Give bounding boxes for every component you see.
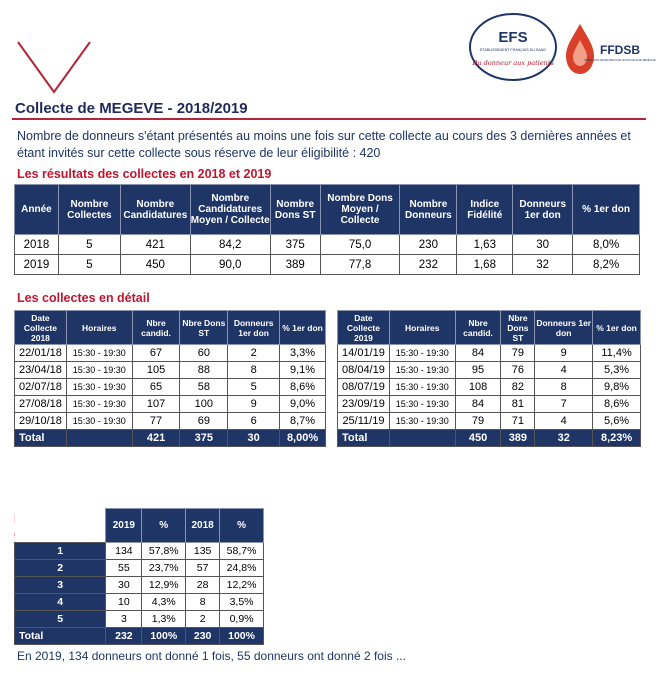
- table-cell: 2: [228, 345, 280, 362]
- table-cell: 95: [455, 362, 501, 379]
- table-row: [15, 362, 326, 379]
- table-cell: 84: [455, 396, 501, 413]
- results-header-cell: % 1er don: [573, 185, 640, 235]
- table-cell: 77: [132, 413, 180, 430]
- table-cell: 15:30 - 19:30: [66, 396, 132, 413]
- table-cell: 84: [455, 345, 501, 362]
- table-cell: 12,9%: [142, 577, 186, 594]
- table-row: [338, 396, 641, 413]
- table-cell: 2: [186, 611, 220, 628]
- table-cell: 5,6%: [593, 413, 641, 430]
- page-title: Collecte de MEGEVE - 2018/2019: [15, 100, 248, 117]
- table-cell: 11,4%: [593, 345, 641, 362]
- table-cell: 1,68: [457, 255, 513, 275]
- table-cell: 450: [120, 255, 190, 275]
- table-row: [15, 379, 326, 396]
- table-cell: 15:30 - 19:30: [66, 413, 132, 430]
- table-cell: 8,6%: [593, 396, 641, 413]
- table-cell: 15:30 - 19:30: [66, 362, 132, 379]
- table-cell: 90,0: [190, 255, 270, 275]
- total-label: Total: [338, 430, 390, 447]
- detail-header-cell: Nbre Dons ST: [501, 311, 535, 345]
- detail-header-cell: % 1er don: [593, 311, 641, 345]
- detail-header-cell: % 1er don: [280, 311, 326, 345]
- detail-table-2018: [14, 310, 326, 447]
- table-cell: 2019: [15, 255, 59, 275]
- total-cell: [389, 430, 455, 447]
- total-cell: 100%: [142, 628, 186, 645]
- table-cell: 25/11/19: [338, 413, 390, 430]
- total-cell: 30: [228, 430, 280, 447]
- efs-logo: [468, 12, 558, 82]
- dons-header-cell: %: [142, 509, 186, 543]
- detail-header-cell: Donneurs 1er don: [535, 311, 593, 345]
- table-row: [15, 396, 326, 413]
- table-cell: 375: [270, 235, 320, 255]
- efs-logo-slogan: Du donneur aux patients: [472, 59, 554, 67]
- table-row: [15, 345, 326, 362]
- detail-header-cell: Nbre candid.: [455, 311, 501, 345]
- table-cell: 02/07/18: [15, 379, 67, 396]
- detail-heading: Les collectes en détail: [17, 291, 150, 305]
- results-header-cell: Nombre Dons Moyen / Collecte: [320, 185, 400, 235]
- table-row: [15, 255, 640, 275]
- table-cell: 67: [132, 345, 180, 362]
- table-cell: 9: [535, 345, 593, 362]
- table-cell: 79: [501, 345, 535, 362]
- table-row: [15, 413, 326, 430]
- total-label: Total: [15, 628, 106, 645]
- table-cell: 8,2%: [573, 255, 640, 275]
- table-cell: 12,2%: [220, 577, 264, 594]
- results-header-cell: Donneurs 1er don: [513, 185, 573, 235]
- table-cell: 8,0%: [573, 235, 640, 255]
- dons-table: [14, 508, 264, 645]
- table-cell: 8,6%: [280, 379, 326, 396]
- total-cell: 421: [132, 430, 180, 447]
- table-cell: 75,0: [320, 235, 400, 255]
- detail-header-row: [15, 311, 326, 345]
- dons-header-row: [15, 509, 264, 543]
- dons-count-label: 3: [15, 577, 106, 594]
- table-cell: 107: [132, 396, 180, 413]
- table-cell: 23/09/19: [338, 396, 390, 413]
- total-label: Total: [15, 430, 67, 447]
- table-cell: 8: [228, 362, 280, 379]
- chevron-logo-icon: [16, 40, 92, 94]
- detail-header-cell: Horaires: [66, 311, 132, 345]
- table-cell: 55: [106, 560, 142, 577]
- results-heading: Les résultats des collectes en 2018 et 2019: [17, 167, 272, 181]
- detail-header-row: [338, 311, 641, 345]
- table-row: [15, 594, 264, 611]
- results-table: [14, 184, 640, 275]
- table-cell: 3,5%: [220, 594, 264, 611]
- detail-header-cell: [15, 311, 67, 345]
- table-cell: 105: [132, 362, 180, 379]
- table-cell: 0,9%: [220, 611, 264, 628]
- ffdsb-logo-subtitle: FÉDÉRATION FRANÇAISE POUR LE DON DE SANG BÉNÉVOLE: [584, 59, 656, 62]
- table-cell: 4,3%: [142, 594, 186, 611]
- detail-header-date: Date Collecte: [346, 312, 380, 333]
- table-cell: 30: [513, 235, 573, 255]
- table-cell: 69: [180, 413, 228, 430]
- table-cell: 4: [535, 413, 593, 430]
- table-cell: 15:30 - 19:30: [389, 396, 455, 413]
- table-row: [15, 560, 264, 577]
- total-row: [338, 430, 641, 447]
- results-header-cell: Nombre Candidatures: [120, 185, 190, 235]
- table-cell: 15:30 - 19:30: [389, 413, 455, 430]
- table-cell: 77,8: [320, 255, 400, 275]
- total-cell: 230: [186, 628, 220, 645]
- table-cell: 8: [535, 379, 593, 396]
- table-cell: 08/04/19: [338, 362, 390, 379]
- table-cell: 100: [180, 396, 228, 413]
- total-cell: 32: [535, 430, 593, 447]
- total-row: [15, 628, 264, 645]
- table-cell: 9,1%: [280, 362, 326, 379]
- table-cell: 15:30 - 19:30: [66, 345, 132, 362]
- table-cell: 134: [106, 543, 142, 560]
- table-cell: 81: [501, 396, 535, 413]
- table-cell: 22/01/18: [15, 345, 67, 362]
- total-cell: 375: [180, 430, 228, 447]
- table-cell: 421: [120, 235, 190, 255]
- table-cell: 5,3%: [593, 362, 641, 379]
- table-cell: 108: [455, 379, 501, 396]
- table-row: [15, 611, 264, 628]
- dons-count-label: 1: [15, 543, 106, 560]
- table-cell: 71: [501, 413, 535, 430]
- table-cell: 5: [58, 235, 120, 255]
- total-cell: 450: [455, 430, 501, 447]
- table-cell: 57: [186, 560, 220, 577]
- table-cell: 3: [106, 611, 142, 628]
- table-cell: 24,8%: [220, 560, 264, 577]
- table-cell: 84,2: [190, 235, 270, 255]
- results-header-cell: Nombre Collectes: [58, 185, 120, 235]
- table-cell: 1,63: [457, 235, 513, 255]
- detail-header-cell: [338, 311, 390, 345]
- table-cell: 4: [535, 362, 593, 379]
- table-cell: 2018: [15, 235, 59, 255]
- table-cell: 08/07/19: [338, 379, 390, 396]
- dons-header-cell: 2018: [186, 509, 220, 543]
- results-header-cell: Nombre Donneurs: [400, 185, 457, 235]
- total-row: [15, 430, 326, 447]
- table-cell: 32: [513, 255, 573, 275]
- table-cell: 15:30 - 19:30: [389, 379, 455, 396]
- table-cell: 27/08/18: [15, 396, 67, 413]
- table-cell: 9,0%: [280, 396, 326, 413]
- total-cell: 100%: [220, 628, 264, 645]
- table-cell: 65: [132, 379, 180, 396]
- table-row: [15, 543, 264, 560]
- table-cell: 58,7%: [220, 543, 264, 560]
- table-cell: 3,3%: [280, 345, 326, 362]
- detail-header-cell: Nbre candid.: [132, 311, 180, 345]
- table-cell: 389: [270, 255, 320, 275]
- detail-header-cell: Nbre Dons ST: [180, 311, 228, 345]
- title-divider: [12, 118, 646, 120]
- table-cell: 232: [400, 255, 457, 275]
- total-cell: [66, 430, 132, 447]
- dons-header-cell: %: [220, 509, 264, 543]
- table-cell: 9: [228, 396, 280, 413]
- table-cell: 15:30 - 19:30: [66, 379, 132, 396]
- dons-count-label: 2: [15, 560, 106, 577]
- detail-header-year: 2018: [31, 332, 50, 343]
- table-cell: 15:30 - 19:30: [389, 345, 455, 362]
- table-cell: 9,8%: [593, 379, 641, 396]
- table-cell: 79: [455, 413, 501, 430]
- table-cell: 88: [180, 362, 228, 379]
- intro-text: Nombre de donneurs s'étant présentés au moins une fois sur cette collecte au cours des 3 dernières années et étant invités sur cette collecte sous réserve de leur éligibilité : 420: [17, 129, 631, 160]
- table-cell: 10: [106, 594, 142, 611]
- table-cell: 58: [180, 379, 228, 396]
- table-cell: 5: [228, 379, 280, 396]
- dons-count-label: 5: [15, 611, 106, 628]
- table-cell: 23/04/18: [15, 362, 67, 379]
- table-cell: 57,8%: [142, 543, 186, 560]
- efs-logo-subtitle: ÉTABLISSEMENT FRANÇAIS DU SANG: [480, 48, 546, 52]
- table-cell: 7: [535, 396, 593, 413]
- total-cell: 389: [501, 430, 535, 447]
- ffdsb-logo-text: FFDSB: [600, 43, 640, 57]
- dons-count-label: 4: [15, 594, 106, 611]
- table-cell: 82: [501, 379, 535, 396]
- detail-header-cell: Donneurs 1er don: [228, 311, 280, 345]
- total-cell: 232: [106, 628, 142, 645]
- ffdsb-logo: [562, 20, 656, 80]
- table-row: [15, 577, 264, 594]
- table-cell: 60: [180, 345, 228, 362]
- table-cell: 230: [400, 235, 457, 255]
- table-cell: 30: [106, 577, 142, 594]
- detail-table-2019: [337, 310, 641, 447]
- dons-header-cell: 2019: [106, 509, 142, 543]
- table-cell: 28: [186, 577, 220, 594]
- total-cell: 8,00%: [280, 430, 326, 447]
- detail-header-date: Date Collecte: [23, 312, 57, 333]
- results-header-cell: Indice Fidélité: [457, 185, 513, 235]
- table-cell: 8: [186, 594, 220, 611]
- table-row: [338, 413, 641, 430]
- table-cell: 76: [501, 362, 535, 379]
- dons-header-spacer: [15, 509, 106, 543]
- table-cell: 15:30 - 19:30: [389, 362, 455, 379]
- efs-logo-text: EFS: [498, 29, 528, 46]
- summary-note: En 2019, 134 donneurs ont donné 1 fois, 55 donneurs ont donné 2 fois ...: [17, 649, 406, 663]
- results-header-row: [15, 185, 640, 235]
- table-cell: 29/10/18: [15, 413, 67, 430]
- total-cell: 8,23%: [593, 430, 641, 447]
- detail-header-year: 2019: [353, 332, 373, 343]
- table-row: [338, 345, 641, 362]
- table-cell: 14/01/19: [338, 345, 390, 362]
- results-header-cell: Nombre Dons ST: [270, 185, 320, 235]
- table-row: [15, 235, 640, 255]
- table-cell: 135: [186, 543, 220, 560]
- table-cell: 23,7%: [142, 560, 186, 577]
- table-cell: 1,3%: [142, 611, 186, 628]
- table-cell: 5: [58, 255, 120, 275]
- table-cell: 6: [228, 413, 280, 430]
- detail-header-cell: Horaires: [389, 311, 455, 345]
- table-cell: 8,7%: [280, 413, 326, 430]
- table-row: [338, 379, 641, 396]
- table-row: [338, 362, 641, 379]
- results-header-cell: Année: [15, 185, 59, 235]
- results-header-cell: Nombre Candidatures Moyen / Collecte: [190, 185, 270, 235]
